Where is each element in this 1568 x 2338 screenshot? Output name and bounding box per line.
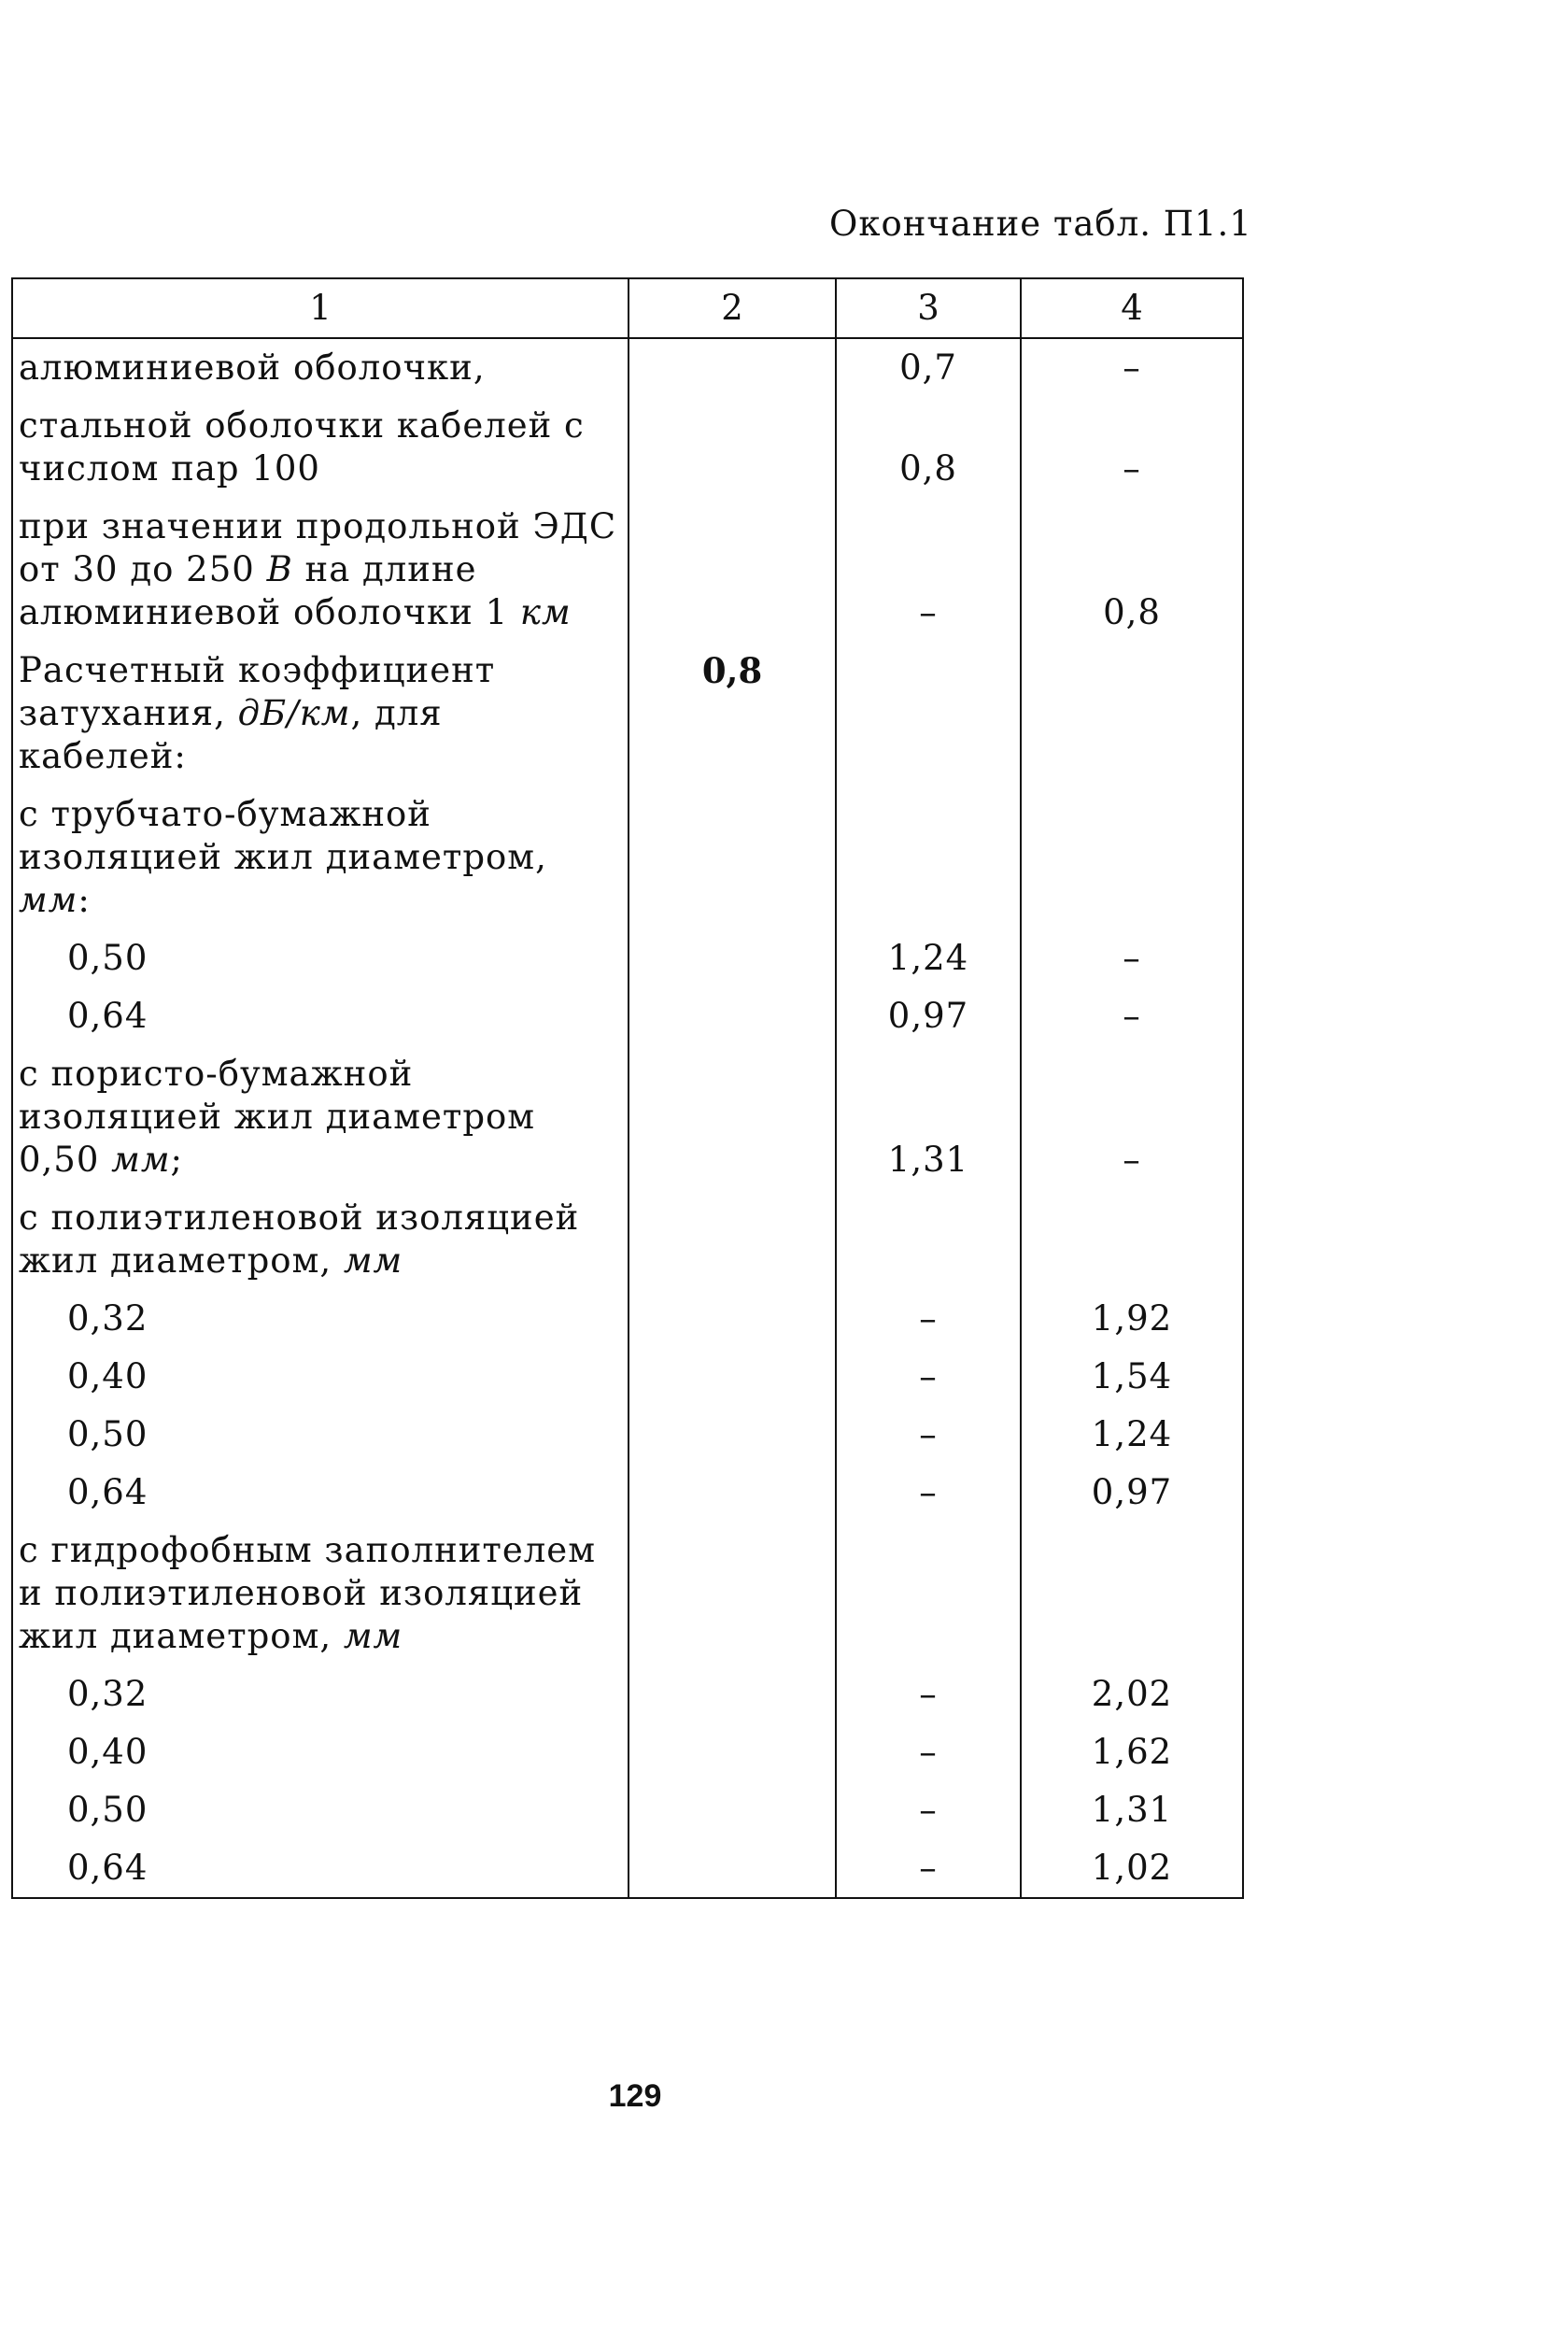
row-label-text: алюминиевой оболочки, xyxy=(19,347,486,388)
cell-col-3: – xyxy=(836,1406,1021,1464)
cell-col-4: – xyxy=(1021,987,1243,1045)
cell-col-3: 1,31 xyxy=(836,1045,1021,1189)
row-label-text: 0,32 xyxy=(67,1298,148,1339)
table-row xyxy=(12,1723,1243,1781)
cell-col-2 xyxy=(629,1189,836,1290)
cell-col-4: – xyxy=(1021,397,1243,498)
row-label-continuation: ; xyxy=(170,1140,183,1180)
table-row xyxy=(12,1045,1243,1189)
cell-col-3: – xyxy=(836,1464,1021,1522)
row-label xyxy=(12,642,629,786)
table-row xyxy=(12,1781,1243,1839)
row-label-continuation: на длине алюминиевой оболочки 1 xyxy=(19,549,520,632)
cell-col-4: – xyxy=(1021,338,1243,397)
row-label xyxy=(12,1045,629,1189)
table-body xyxy=(12,338,1243,1898)
cell-col-4: – xyxy=(1021,929,1243,987)
table-row xyxy=(12,1189,1243,1290)
row-label-unit: мм xyxy=(343,1240,403,1281)
cell-col-4: – xyxy=(1021,1045,1243,1189)
row-label-text: Расчетный коэффициент затухания, xyxy=(19,650,496,733)
cell-col-4: 1,02 xyxy=(1021,1839,1243,1898)
cell-col-2 xyxy=(629,498,836,642)
cell-col-2 xyxy=(629,338,836,397)
cell-col-2 xyxy=(629,1781,836,1839)
table-row xyxy=(12,397,1243,498)
table-row xyxy=(12,1522,1243,1665)
data-table xyxy=(11,277,1244,1899)
table-row xyxy=(12,786,1243,929)
row-label-continuation: , для кабелей: xyxy=(19,693,443,776)
table-row xyxy=(12,1464,1243,1522)
header-col-2: 2 xyxy=(629,278,836,338)
row-label-unit-2: км xyxy=(519,592,572,632)
cell-col-2 xyxy=(629,1665,836,1723)
row-label-text: 0,50 xyxy=(67,938,148,978)
row-label xyxy=(12,1406,629,1464)
row-label xyxy=(12,1464,629,1522)
table-row xyxy=(12,1665,1243,1723)
row-label-text: при значении продольной ЭДС от 30 до 250 xyxy=(19,506,617,589)
row-label xyxy=(12,1522,629,1665)
cell-col-3: – xyxy=(836,498,1021,642)
header-col-3: 3 xyxy=(836,278,1021,338)
cell-col-4 xyxy=(1021,786,1243,929)
row-label xyxy=(12,1781,629,1839)
cell-col-4 xyxy=(1021,1189,1243,1290)
table-row xyxy=(12,929,1243,987)
row-label-text: 0,50 xyxy=(67,1414,148,1454)
row-label-text: с трубчато-бумажной изоляцией жил диаметром, xyxy=(19,794,547,877)
row-label-text: 0,64 xyxy=(67,1848,148,1888)
table-row xyxy=(12,642,1243,786)
cell-col-4: 1,24 xyxy=(1021,1406,1243,1464)
table-row xyxy=(12,1348,1243,1406)
cell-col-3: – xyxy=(836,1665,1021,1723)
cell-col-3 xyxy=(836,1189,1021,1290)
row-label-text: с пористо-бумажной изоляцией жил диаметром 0,50 xyxy=(19,1054,536,1180)
row-label-text: 0,64 xyxy=(67,1472,148,1512)
cell-col-4: 0,8 xyxy=(1021,498,1243,642)
cell-col-3 xyxy=(836,1522,1021,1665)
cell-col-2 xyxy=(629,929,836,987)
row-label xyxy=(12,1348,629,1406)
cell-col-3: – xyxy=(836,1781,1021,1839)
cell-col-2 xyxy=(629,1348,836,1406)
row-label xyxy=(12,1665,629,1723)
header-col-4: 4 xyxy=(1021,278,1243,338)
cell-col-3: – xyxy=(836,1290,1021,1348)
row-label-text: с полиэтиленовой изоляцией жил диаметром, xyxy=(19,1197,580,1281)
cell-col-4: 1,31 xyxy=(1021,1781,1243,1839)
row-label-text: 0,64 xyxy=(67,996,148,1036)
cell-col-4: 2,02 xyxy=(1021,1665,1243,1723)
row-label xyxy=(12,929,629,987)
cell-col-3 xyxy=(836,786,1021,929)
cell-col-4: 1,92 xyxy=(1021,1290,1243,1348)
cell-col-3: 1,24 xyxy=(836,929,1021,987)
cell-col-3: 0,7 xyxy=(836,338,1021,397)
row-label xyxy=(12,786,629,929)
table-row xyxy=(12,338,1243,397)
table-row xyxy=(12,498,1243,642)
row-label-unit: мм xyxy=(111,1140,171,1180)
table-row xyxy=(12,1839,1243,1898)
table-caption: Окончание табл. П1.1 xyxy=(829,204,1252,244)
row-label xyxy=(12,1290,629,1348)
row-label xyxy=(12,338,629,397)
header-col-1: 1 xyxy=(12,278,629,338)
row-label-text: стальной оболочки кабелей с числом пар 100 xyxy=(19,405,585,489)
row-label xyxy=(12,397,629,498)
row-label-unit: мм xyxy=(343,1616,403,1656)
cell-col-2 xyxy=(629,987,836,1045)
cell-col-2 xyxy=(629,1839,836,1898)
cell-col-2 xyxy=(629,786,836,929)
cell-col-3: 0,8 xyxy=(836,397,1021,498)
cell-col-3: – xyxy=(836,1348,1021,1406)
row-label xyxy=(12,1189,629,1290)
cell-col-2 xyxy=(629,1290,836,1348)
table-row xyxy=(12,1406,1243,1464)
cell-col-4 xyxy=(1021,1522,1243,1665)
cell-col-2 xyxy=(629,1522,836,1665)
row-label-text: 0,40 xyxy=(67,1732,148,1772)
row-label xyxy=(12,1839,629,1898)
row-label xyxy=(12,987,629,1045)
row-label-text: 0,50 xyxy=(67,1790,148,1830)
cell-col-2 xyxy=(629,1045,836,1189)
cell-col-2 xyxy=(629,397,836,498)
row-label-unit: дБ/км xyxy=(237,693,351,733)
cell-col-3: – xyxy=(836,1723,1021,1781)
cell-col-4: 1,62 xyxy=(1021,1723,1243,1781)
cell-col-3: 0,97 xyxy=(836,987,1021,1045)
row-label xyxy=(12,1723,629,1781)
row-label-unit: мм xyxy=(19,880,78,920)
cell-col-4 xyxy=(1021,642,1243,786)
row-label-continuation: : xyxy=(78,880,91,920)
row-label xyxy=(12,498,629,642)
row-label-unit: В xyxy=(266,549,293,589)
row-label-text: 0,40 xyxy=(67,1356,148,1396)
cell-col-2: 0,8 xyxy=(629,642,836,786)
table-row xyxy=(12,987,1243,1045)
row-label-text: 0,32 xyxy=(67,1674,148,1714)
cell-col-2 xyxy=(629,1406,836,1464)
cell-col-2 xyxy=(629,1723,836,1781)
table-row xyxy=(12,1290,1243,1348)
cell-col-3: – xyxy=(836,1839,1021,1898)
cell-col-2 xyxy=(629,1464,836,1522)
page-number: 129 xyxy=(608,2078,662,2114)
cell-col-3 xyxy=(836,642,1021,786)
row-label-text: с гидрофобным заполнителем и полиэтиленовой изоляцией жил диаметром, xyxy=(19,1530,596,1656)
cell-col-4: 0,97 xyxy=(1021,1464,1243,1522)
header-row xyxy=(12,278,1243,338)
cell-col-4: 1,54 xyxy=(1021,1348,1243,1406)
